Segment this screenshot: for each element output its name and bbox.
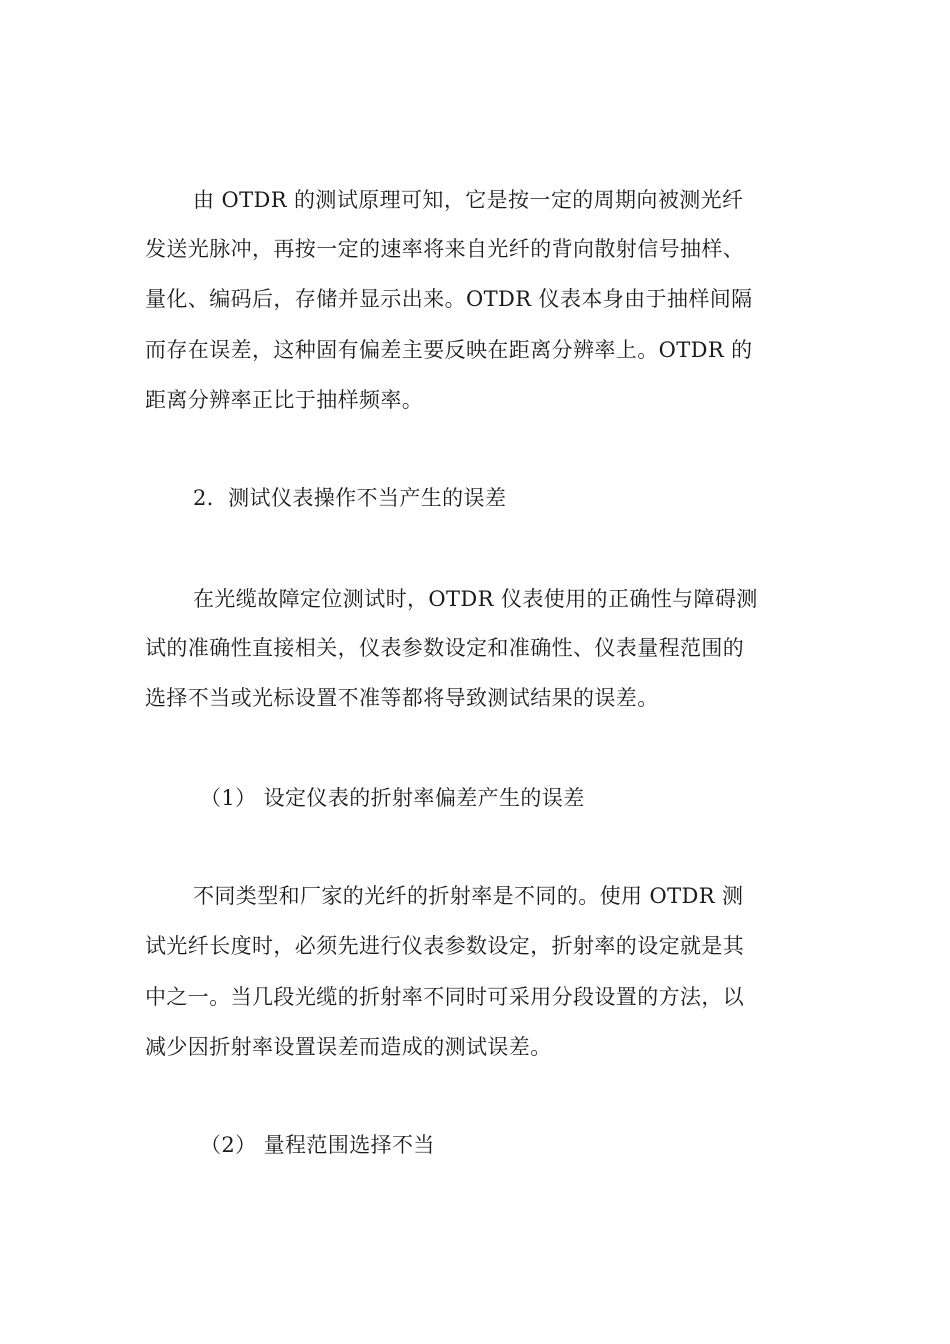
paragraph-line: 中之一。当几段光缆的折射率不同时可采用分段设置的方法，以 <box>145 985 745 1009</box>
paragraph-line: 选择不当或光标设置不准等都将导致测试结果的误差。 <box>145 686 659 710</box>
paragraph-line: 距离分辨率正比于抽样频率。 <box>145 388 424 412</box>
paragraph-line: 减少因折射率设置误差而造成的测试误差。 <box>145 1035 552 1059</box>
subsection-heading: （1） 设定仪表的折射率偏差产生的误差 <box>200 786 585 810</box>
paragraph-line: 试的准确性直接相关，仪表参数设定和准确性、仪表量程范围的 <box>145 636 745 660</box>
paragraph-line: 由 OTDR 的测试原理可知，它是按一定的周期向被测光纤 <box>193 188 744 212</box>
section-heading: 2．测试仪表操作不当产生的误差 <box>193 486 507 510</box>
paragraph-line: 试光纤长度时，必须先进行仪表参数设定，折射率的设定就是其 <box>145 934 745 958</box>
paragraph-line: 在光缆故障定位测试时，OTDR 仪表使用的正确性与障碍测 <box>193 587 758 611</box>
paragraph-line: 而存在误差，这种固有偏差主要反映在距离分辨率上。OTDR 的 <box>145 338 753 362</box>
paragraph-line: 发送光脉冲，再按一定的速率将来自光纤的背向散射信号抽样、 <box>145 237 745 261</box>
paragraph-line: 量化、编码后，存储并显示出来。OTDR 仪表本身由于抽样间隔 <box>145 287 753 311</box>
paragraph-line: 不同类型和厂家的光纤的折射率是不同的。使用 OTDR 测 <box>193 884 744 908</box>
subsection-heading: （2） 量程范围选择不当 <box>200 1133 435 1157</box>
